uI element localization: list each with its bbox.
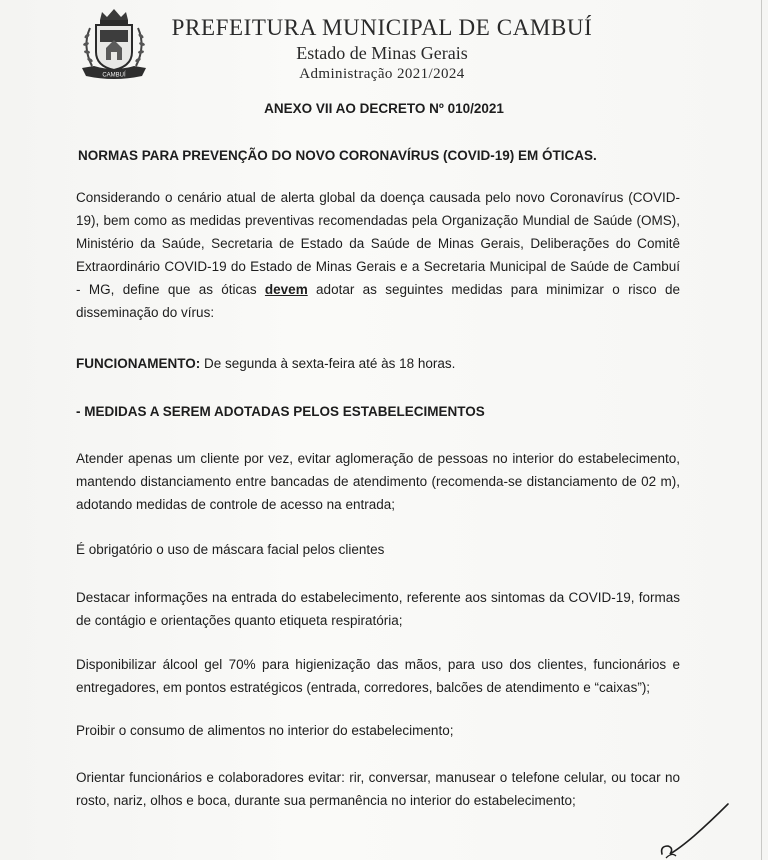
administration-period: Administração 2021/2024 [299, 66, 465, 82]
annex-title: ANEXO VII AO DECRETO Nº 010/2021 [264, 101, 504, 116]
intro-text-before: Considerando o cenário atual de alerta global da doença causada pelo novo Coronavírus (COVID-19), bem como as medidas preventivas recomendadas pela Organização Mundial de Saúde (OMS), Ministério da Saúde, Secretaria de Estado da Saúde de Minas Gerais, Deliberações do Comitê Extraordinário COVID-19 do Estado de Minas Gerais e a Secretaria Municipal de Saúde de Cambuí - MG, define que as óticas [76, 190, 680, 297]
crest-ribbon-text: CAMBUÍ [102, 72, 126, 79]
measure-item: Orientar funcionários e colaboradores evitar: rir, conversar, manusear o telefone celular, ou tocar no rosto, nariz, olhos e boca, durante sua permanência no interior do estabelecimento; [76, 770, 680, 808]
operation-paragraph [76, 352, 680, 375]
norms-title: NORMAS PARA PREVENÇÃO DO NOVO CORONAVÍRUS (COVID-19) EM ÓTICAS. [78, 148, 597, 163]
state-name: Estado de Minas Gerais [296, 43, 468, 63]
intro-emphasis: devem [264, 282, 308, 297]
measure-item: Atender apenas um cliente por vez, evitar aglomeração de pessoas no interior do estabelecimento, mantendo distanciamento entre bancadas de atendimento (recomenda-se distanciamento de 02 m), adotando medidas de controle de acesso na entrada; [76, 451, 680, 512]
intro-paragraph [76, 186, 680, 324]
measure-item: Destacar informações na entrada do estabelecimento, referente aos sintomas da COVID-19, formas de contágio e orientações quanto etiqueta respiratória; [76, 590, 680, 628]
intro-text-after: adotar as seguintes medidas para minimizar o risco de disseminação do vírus: [76, 282, 680, 320]
letterhead [162, 14, 602, 84]
municipal-crest-logo [78, 6, 150, 82]
handwritten-signature [650, 796, 740, 860]
measure-item: Disponibilizar álcool gel 70% para higienização das mãos, para uso dos clientes, funcionários e entregadores, em pontos estratégicos (entrada, corredores, balcões de atendimento e “caixas”); [76, 657, 680, 695]
operation-text: De segunda à sexta-feira até às 18 horas. [200, 356, 456, 371]
municipality-title: PREFEITURA MUNICIPAL DE CAMBUÍ [171, 15, 593, 40]
page-edge [761, 0, 762, 860]
measure-item: É obrigatório o uso de máscara facial pelos clientes [76, 542, 385, 557]
operation-label: FUNCIONAMENTO: [76, 356, 201, 371]
measure-item: Proibir o consumo de alimentos no interior do estabelecimento; [76, 723, 454, 738]
measures-title: - MEDIDAS A SEREM ADOTADAS PELOS ESTABELECIMENTOS [76, 404, 485, 419]
